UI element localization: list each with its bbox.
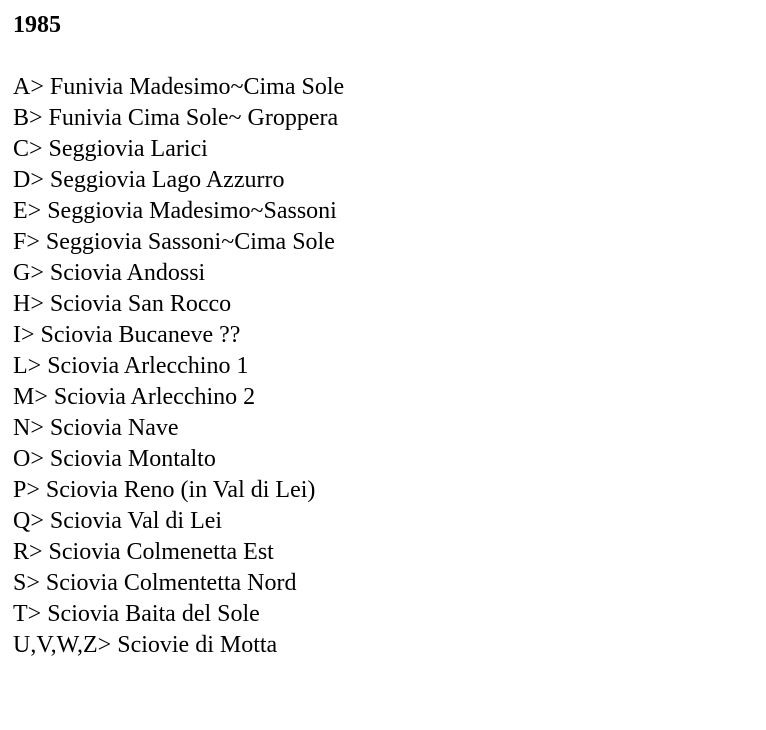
document-body (13, 10, 766, 661)
list-item: P> Sciovia Reno (in Val di Lei) (13, 477, 316, 503)
list-item: L> Sciovia Arlecchino 1 (13, 353, 249, 379)
page-title: 1985 (13, 12, 61, 38)
list-item: H> Sciovia San Rocco (13, 291, 232, 317)
list-item: I> Sciovia Bucaneve ?? (13, 322, 241, 348)
lift-list (13, 72, 766, 661)
list-item: D> Seggiovia Lago Azzurro (13, 167, 285, 193)
list-item: G> Sciovia Andossi (13, 260, 206, 286)
list-item: Q> Sciovia Val di Lei (13, 508, 223, 534)
list-item: C> Seggiovia Larici (13, 136, 208, 162)
list-item: E> Seggiovia Madesimo~Sassoni (13, 198, 337, 224)
blank-line (13, 41, 766, 72)
list-item: U,V,W,Z> Sciovie di Motta (13, 632, 278, 658)
list-item: O> Sciovia Montalto (13, 446, 216, 472)
list-item: F> Seggiovia Sassoni~Cima Sole (13, 229, 335, 255)
list-item: M> Sciovia Arlecchino 2 (13, 384, 256, 410)
list-item: A> Funivia Madesimo~Cima Sole (13, 74, 345, 100)
list-item: N> Sciovia Nave (13, 415, 179, 441)
list-item: B> Funivia Cima Sole~ Groppera (13, 105, 339, 131)
list-item: R> Sciovia Colmenetta Est (13, 539, 274, 565)
list-item: S> Sciovia Colmentetta Nord (13, 570, 297, 596)
list-item: T> Sciovia Baita del Sole (13, 601, 260, 627)
